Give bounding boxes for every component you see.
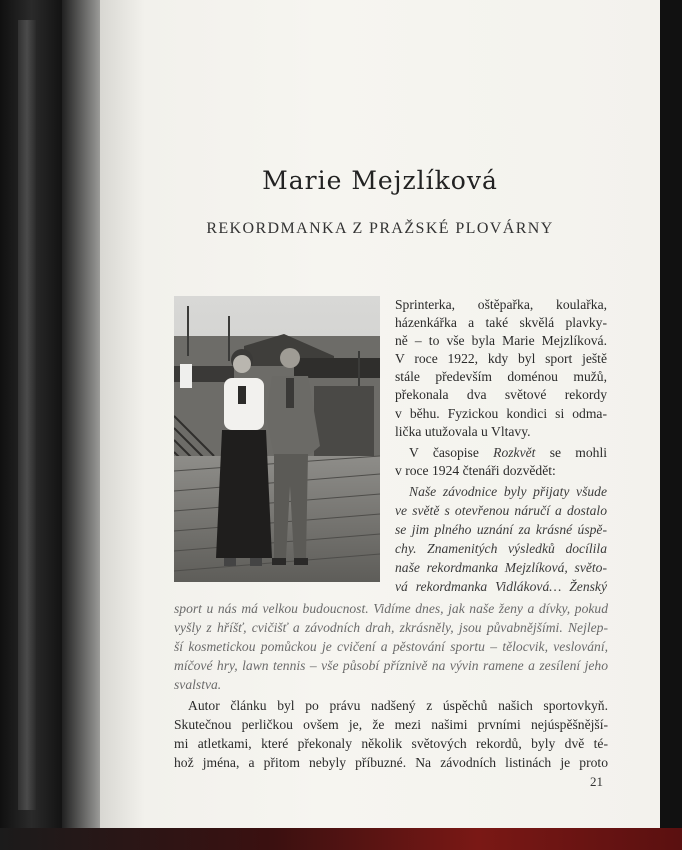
body-line: hož jména, a přitom nebyly příbuzné. Na závodních listinách je proto — [174, 755, 608, 770]
body-line: stále především doménou mužů, — [395, 369, 607, 384]
quote-line: se jim plného uznání za krásné úspě- — [395, 522, 607, 537]
quote-line: ve světě s otevřenou náručí a dostalo — [395, 503, 607, 518]
quote-line: chy. Znamenitých výsledků docílila — [395, 541, 607, 556]
quote-line: míčové hry, lawn tennis – vše působí příznivě na vývin ramene a zesílení jeho — [174, 658, 608, 673]
body-text: V časopise — [409, 445, 494, 460]
body-line: překonala dva světové rekordy — [395, 387, 607, 402]
quote-line: svalstva. — [174, 677, 222, 692]
body-line: házenkářka a také skvělá plavky- — [395, 315, 607, 330]
quote-line: sport u nás má velkou budoucnost. Vidíme dnes, jak naše ženy a dívky, pokud — [174, 601, 608, 616]
body-line: lička utužovala u Vltavy. — [395, 424, 531, 439]
historical-photo — [174, 296, 380, 582]
quote-line: vyšly z hříšť, cvičišť a závodních drah, zkrásněly, jsou půvabnějšími. Nejlep- — [174, 620, 608, 635]
quote-line: naše rekordmanka Mejzlíková, světo- — [395, 560, 607, 575]
body-line: v roce 1924 čtenáři dozvědět: — [395, 463, 556, 478]
quote-line: vá rekordmanka Vidláková… Ženský — [395, 579, 607, 594]
chapter-subtitle: REKORDMANKA Z PRAŽSKÉ PLOVÁRNY — [206, 220, 554, 237]
body-line: Skutečnou perličkou ovšem je, že mezi našimi prvními nejúspěšnější- — [174, 717, 608, 732]
right-page-edge — [660, 0, 682, 850]
body-line: v běhu. Fyzickou kondici si odma- — [395, 406, 607, 421]
body-line: Autor článku byl po právu nadšený z úspěchů našich sportovkyň. — [188, 698, 608, 713]
quote-line: ší kosmetickou pomůckou je cvičení a pěstování sportu – tělocvik, veslování, — [174, 639, 608, 654]
body-line: V roce 1922, kdy byl sport ještě — [395, 351, 607, 366]
magazine-name: Rozkvět — [493, 445, 536, 460]
body-line: mi atletkami, které překonaly několik světových rekordů, byly dvě té- — [174, 736, 608, 751]
body-line: Sprinterka, oštěpařka, koulařka, — [395, 297, 607, 312]
chapter-title: Marie Mejzlíková — [262, 166, 498, 195]
body-line — [395, 444, 607, 462]
book-cover-edge — [0, 828, 682, 850]
previous-page-edge — [0, 0, 70, 850]
body-text: se mohli — [535, 445, 608, 460]
body-line: ně – to vše byla Marie Mejzlíková. — [395, 333, 607, 348]
page-number: 21 — [590, 774, 603, 789]
quote-line: Naše závodnice byly přijaty všude — [409, 484, 607, 499]
